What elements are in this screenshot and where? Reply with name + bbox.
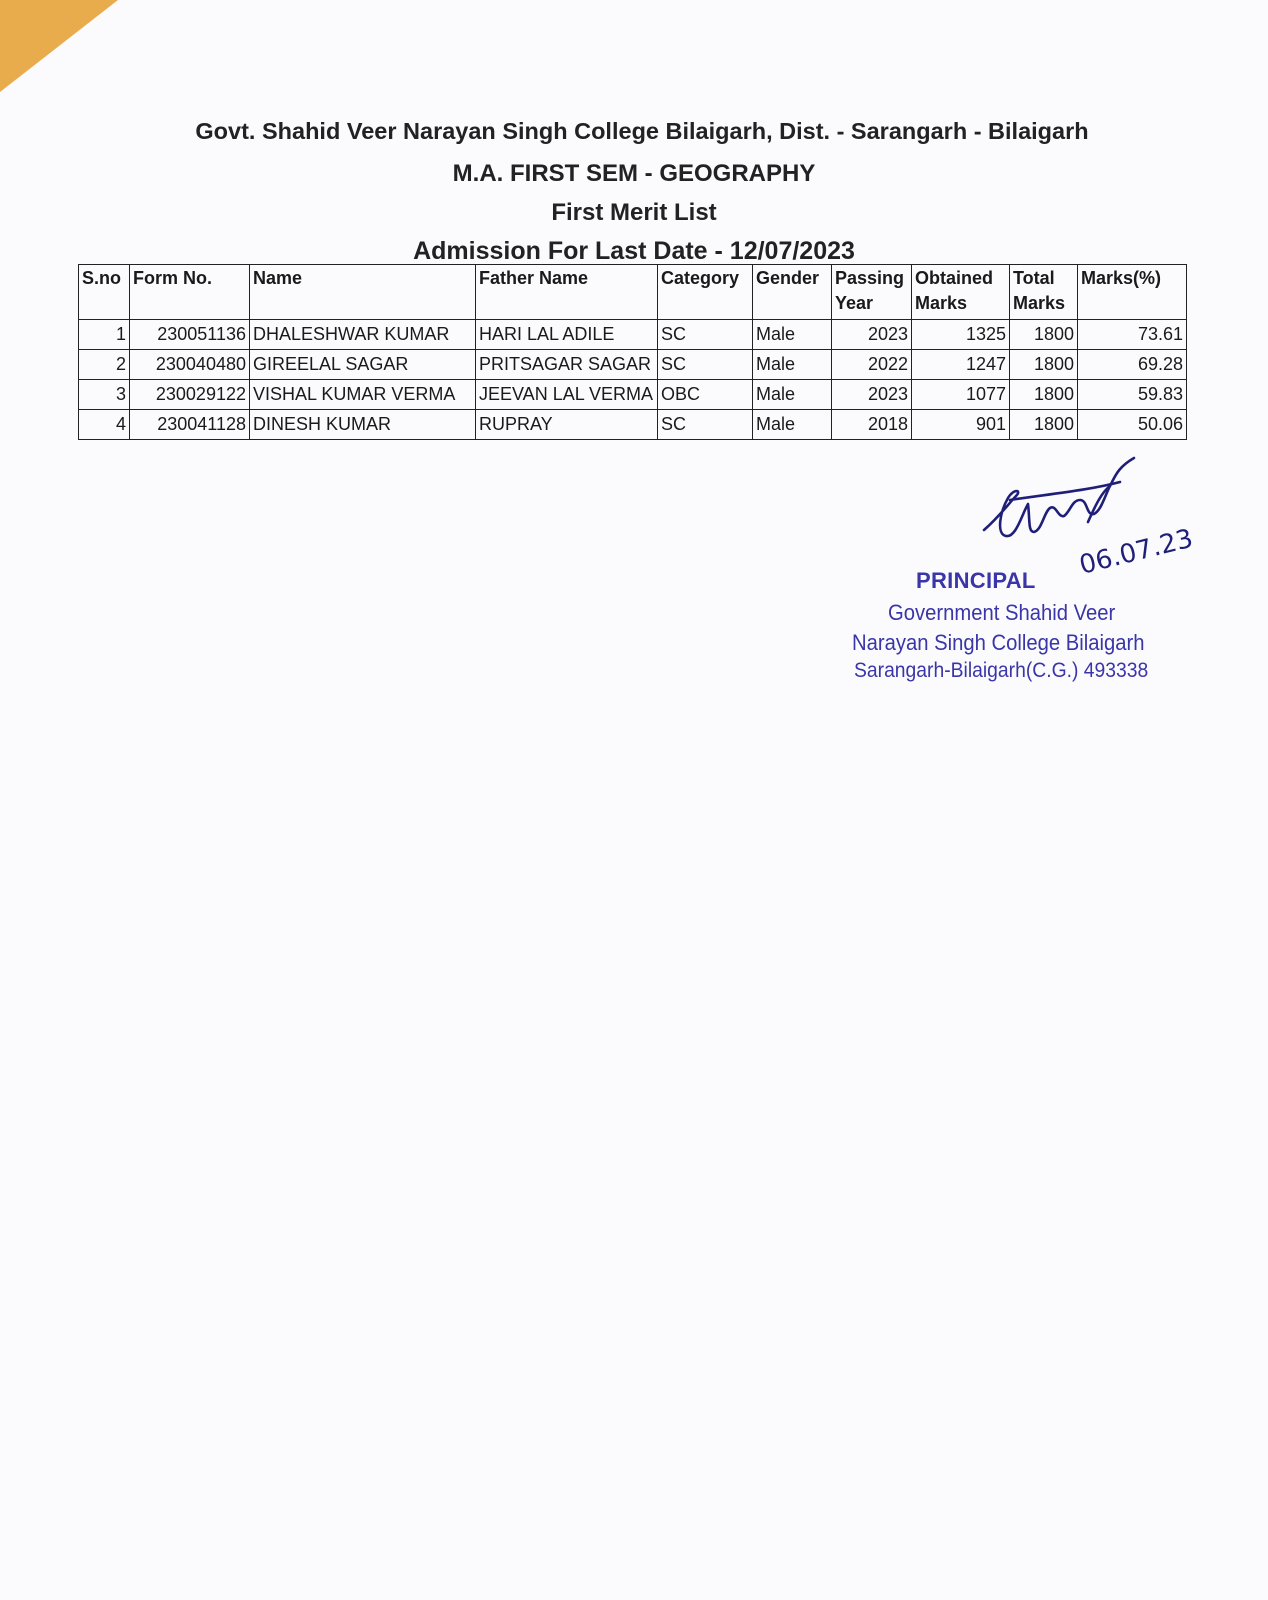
- column-header: Category: [658, 265, 753, 320]
- total-marks-cell: 1800: [1010, 350, 1078, 380]
- table-row: [79, 410, 1187, 440]
- stamp-line: Sarangarh-Bilaigarh(C.G.) 493338: [854, 659, 1149, 682]
- percent-cell: 73.61: [1078, 320, 1187, 350]
- table-row: [79, 380, 1187, 410]
- column-header: Passing Year: [832, 265, 912, 320]
- father-name-cell: JEEVAN LAL VERMA: [476, 380, 658, 410]
- category-cell: SC: [658, 410, 753, 440]
- column-header: Obtained Marks: [912, 265, 1010, 320]
- total-marks-cell: 1800: [1010, 320, 1078, 350]
- passing-year-cell: 2023: [832, 380, 912, 410]
- name-cell: VISHAL KUMAR VERMA: [250, 380, 476, 410]
- father-name-cell: PRITSAGAR SAGAR: [476, 350, 658, 380]
- gender-cell: Male: [753, 320, 832, 350]
- column-header: Total Marks: [1010, 265, 1078, 320]
- name-cell: GIREELAL SAGAR: [250, 350, 476, 380]
- gender-cell: Male: [753, 380, 832, 410]
- stamp-line: Government Shahid Veer: [888, 600, 1116, 625]
- total-marks-cell: 1800: [1010, 380, 1078, 410]
- column-header: S.no: [79, 265, 130, 320]
- column-header: Name: [250, 265, 476, 320]
- merit-list-title: First Merit List: [551, 199, 717, 226]
- category-cell: SC: [658, 350, 753, 380]
- passing-year-cell: 2022: [832, 350, 912, 380]
- obtained-marks-cell: 901: [912, 410, 1010, 440]
- form-no-cell: 230040480: [130, 350, 250, 380]
- category-cell: OBC: [658, 380, 753, 410]
- passing-year-cell: 2023: [832, 320, 912, 350]
- form-no-cell: 230029122: [130, 380, 250, 410]
- column-header: Gender: [753, 265, 832, 320]
- table-row: [79, 350, 1187, 380]
- serial-cell: 4: [79, 410, 130, 440]
- course-title: M.A. FIRST SEM - GEOGRAPHY: [452, 160, 816, 187]
- form-no-cell: 230041128: [130, 410, 250, 440]
- father-name-cell: RUPRAY: [476, 410, 658, 440]
- form-no-cell: 230051136: [130, 320, 250, 350]
- stamp-role: PRINCIPAL: [916, 568, 1036, 593]
- signature-date: 06.07.23: [1076, 523, 1197, 581]
- gender-cell: Male: [753, 410, 832, 440]
- column-header: Marks(%): [1078, 265, 1187, 320]
- passing-year-cell: 2018: [832, 410, 912, 440]
- merit-table: [78, 264, 1187, 440]
- table-header-row: [79, 265, 1187, 320]
- table-row: [79, 320, 1187, 350]
- paper-corner-shadow: [0, 0, 118, 92]
- obtained-marks-cell: 1077: [912, 380, 1010, 410]
- father-name-cell: HARI LAL ADILE: [476, 320, 658, 350]
- admission-last-date: Admission For Last Date - 12/07/2023: [413, 237, 855, 265]
- name-cell: DINESH KUMAR: [250, 410, 476, 440]
- obtained-marks-cell: 1247: [912, 350, 1010, 380]
- column-header: Form No.: [130, 265, 250, 320]
- percent-cell: 69.28: [1078, 350, 1187, 380]
- category-cell: SC: [658, 320, 753, 350]
- name-cell: DHALESHWAR KUMAR: [250, 320, 476, 350]
- serial-cell: 2: [79, 350, 130, 380]
- obtained-marks-cell: 1325: [912, 320, 1010, 350]
- serial-cell: 1: [79, 320, 130, 350]
- gender-cell: Male: [753, 350, 832, 380]
- stamp-line: Narayan Singh College Bilaigarh: [852, 630, 1145, 655]
- total-marks-cell: 1800: [1010, 410, 1078, 440]
- percent-cell: 59.83: [1078, 380, 1187, 410]
- college-title: Govt. Shahid Veer Narayan Singh College Bilaigarh, Dist. - Sarangarh - Bilaigarh: [195, 118, 1089, 144]
- serial-cell: 3: [79, 380, 130, 410]
- column-header: Father Name: [476, 265, 658, 320]
- percent-cell: 50.06: [1078, 410, 1187, 440]
